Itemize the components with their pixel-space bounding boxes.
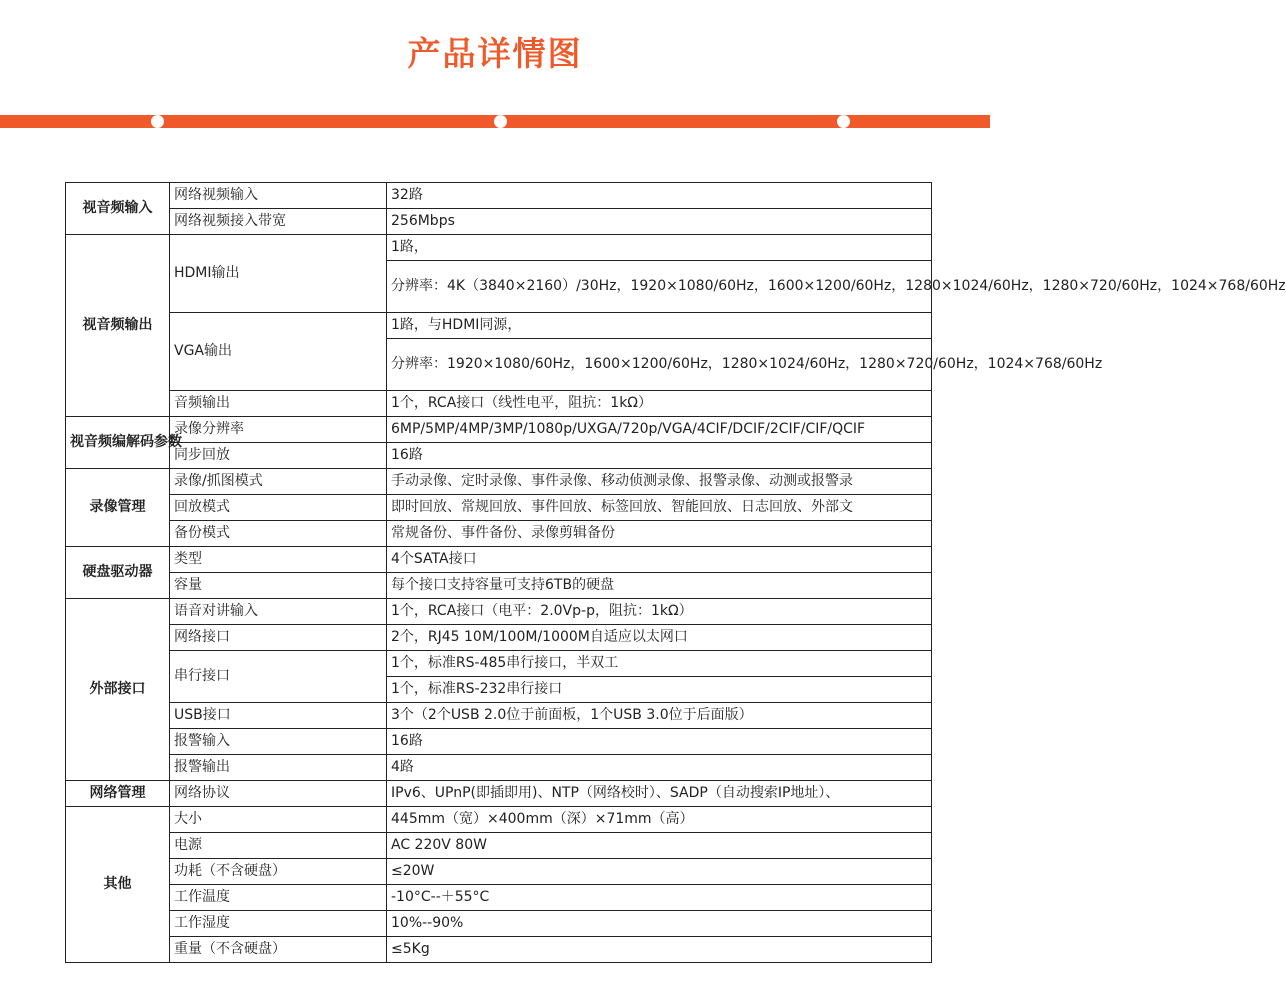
table-row [66,781,932,807]
table-row [66,521,932,547]
param-name-cell: HDMI输出 [170,235,387,313]
table-row [66,391,932,417]
table-row [66,417,932,443]
param-value-cell: 分辨率：1920×1080/60Hz，1600×1200/60Hz，1280×1024/60Hz，1280×720/60Hz，1024×768/60Hz [387,339,932,391]
category-cell: 硬盘驱动器 [66,547,170,599]
param-name-cell: 串行接口 [170,651,387,703]
param-value-cell: 3个（2个USB 2.0位于前面板，1个USB 3.0位于后面版） [387,703,932,729]
param-value-cell: 445mm（宽）×400mm（深）×71mm（高） [387,807,932,833]
category-cell: 录像管理 [66,469,170,547]
param-name-cell: VGA输出 [170,313,387,391]
param-value-cell: 常规备份、事件备份、录像剪辑备份 [387,521,932,547]
table-row [66,495,932,521]
param-value-cell: 4路 [387,755,932,781]
param-value-cell: ≤5Kg [387,937,932,963]
param-value-cell: 10%--90% [387,911,932,937]
table-row [66,885,932,911]
table-row [66,937,932,963]
param-name-cell: 重量（不含硬盘） [170,937,387,963]
param-name-cell: 网络接口 [170,625,387,651]
param-value-cell: 1路， [387,235,932,261]
category-cell: 其他 [66,807,170,963]
param-value-cell: 1个，RCA接口（电平：2.0Vp-p，阻抗：1kΩ） [387,599,932,625]
param-value-cell: 16路 [387,729,932,755]
param-name-cell: 电源 [170,833,387,859]
band-dot [837,115,850,128]
category-cell: 视音频编解码参数 [66,417,170,469]
table-row [66,755,932,781]
table-row [66,183,932,209]
category-cell: 视音频输出 [66,235,170,417]
param-name-cell: 工作温度 [170,885,387,911]
param-value-cell: ≤20W [387,859,932,885]
table-row [66,911,932,937]
param-value-cell: 1个，RCA接口（线性电平，阻抗：1kΩ） [387,391,932,417]
band-dot [151,115,164,128]
table-row [66,651,932,677]
param-value-cell: 4个SATA接口 [387,547,932,573]
category-cell: 视音频输入 [66,183,170,235]
param-name-cell: 语音对讲输入 [170,599,387,625]
param-value-cell: 即时回放、常规回放、事件回放、标签回放、智能回放、日志回放、外部文 [387,495,932,521]
param-value-cell: 2个，RJ45 10M/100M/1000M自适应以太网口 [387,625,932,651]
table-row [66,859,932,885]
param-name-cell: 录像/抓图模式 [170,469,387,495]
param-name-cell: USB接口 [170,703,387,729]
band-dot [494,115,507,128]
param-value-cell: -10°C--＋55°C [387,885,932,911]
table-row [66,729,932,755]
table-row [66,599,932,625]
table-row [66,469,932,495]
param-value-cell: AC 220V 80W [387,833,932,859]
param-value-cell: 分辨率：4K（3840×2160）/30Hz，1920×1080/60Hz，1600×1200/60Hz，1280×1024/60Hz，1280×720/60Hz，1024×768/60Hz [387,261,932,313]
table-row [66,807,932,833]
param-name-cell: 工作湿度 [170,911,387,937]
param-name-cell: 功耗（不含硬盘） [170,859,387,885]
table-row [66,833,932,859]
table-row [66,625,932,651]
table-row [66,703,932,729]
param-value-cell: 手动录像、定时录像、事件录像、移动侦测录像、报警录像、动测或报警录 [387,469,932,495]
page-title: 产品详情图 [407,34,583,73]
param-name-cell: 容量 [170,573,387,599]
table-row [66,547,932,573]
param-name-cell: 同步回放 [170,443,387,469]
param-value-cell: 256Mbps [387,209,932,235]
param-value-cell: 1个，标准RS-485串行接口，半双工 [387,651,932,677]
param-value-cell: 1个，标准RS-232串行接口 [387,677,932,703]
param-name-cell: 录像分辨率 [170,417,387,443]
param-name-cell: 大小 [170,807,387,833]
table-row [66,313,932,339]
category-cell: 外部接口 [66,599,170,781]
param-value-cell: 16路 [387,443,932,469]
table-row [66,209,932,235]
param-value-cell: IPv6、UPnP(即插即用)、NTP（网络校时）、SADP（自动搜索IP地址）、 [387,781,932,807]
param-name-cell: 报警输出 [170,755,387,781]
param-name-cell: 音频输出 [170,391,387,417]
param-value-cell: 每个接口支持容量可支持6TB的硬盘 [387,573,932,599]
category-cell: 网络管理 [66,781,170,807]
param-value-cell: 32路 [387,183,932,209]
param-value-cell: 6MP/5MP/4MP/3MP/1080p/UXGA/720p/VGA/4CIF/DCIF/2CIF/CIF/QCIF [387,417,932,443]
table-row [66,443,932,469]
table-row [66,235,932,261]
param-name-cell: 回放模式 [170,495,387,521]
param-name-cell: 报警输入 [170,729,387,755]
param-value-cell: 1路，与HDMI同源， [387,313,932,339]
param-name-cell: 备份模式 [170,521,387,547]
table-row [66,573,932,599]
param-name-cell: 类型 [170,547,387,573]
param-name-cell: 网络视频接入带宽 [170,209,387,235]
spec-table [65,182,1286,963]
param-name-cell: 网络视频输入 [170,183,387,209]
param-name-cell: 网络协议 [170,781,387,807]
